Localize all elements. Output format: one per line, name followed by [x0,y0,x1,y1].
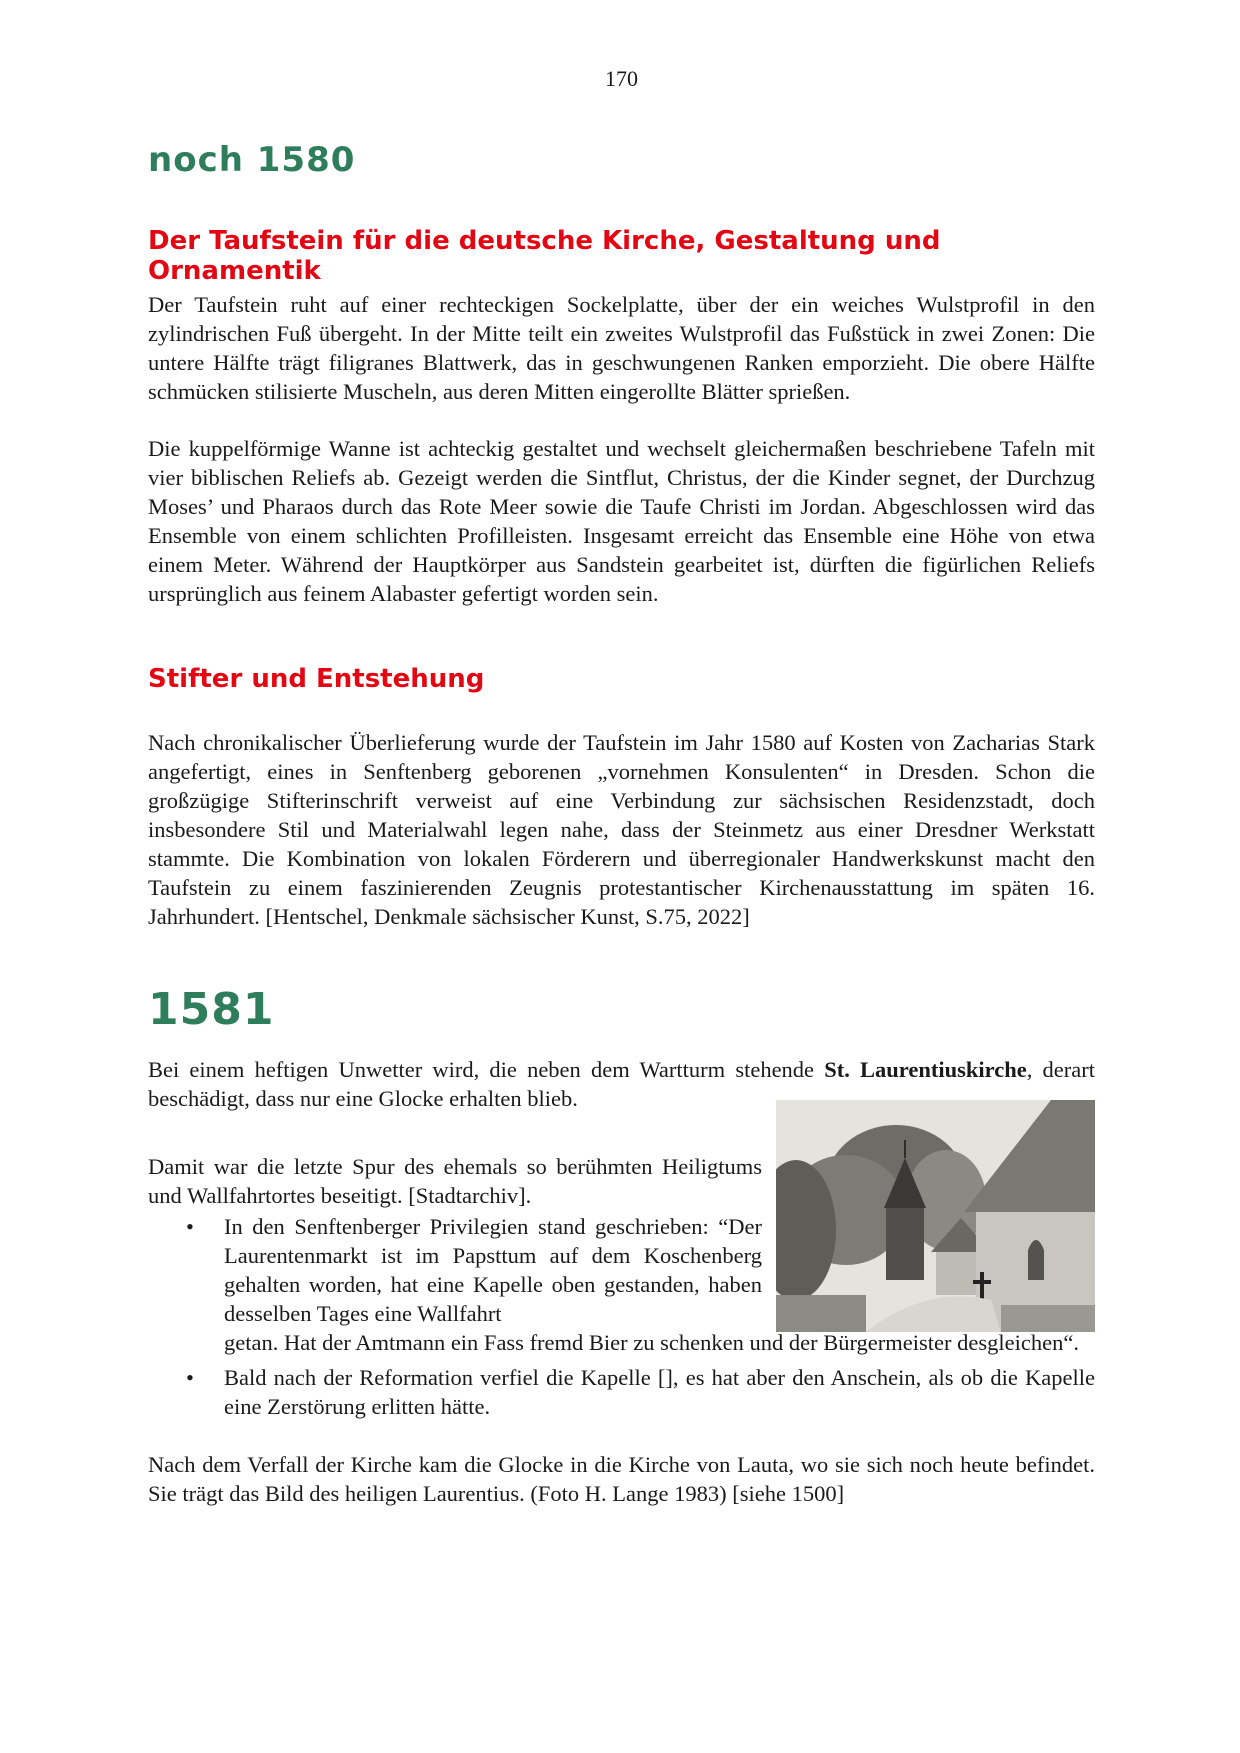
church-name: St. Laurentiuskirche [824,1057,1027,1082]
paragraph-glocke: Nach dem Verfall der Kirche kam die Glocke in die Kirche von Lauta, wo sie sich noch heute befindet. Sie trägt das Bild des heiligen Laurentius. (Foto H. Lange 1983) [siehe 1500] [148,1452,1095,1506]
paragraph-unwetter-pre: Bei einem heftigen Unwetter wird, die neben dem Wartturm stehende [148,1057,825,1082]
bullet-icon: • [186,1214,194,1239]
paragraph-sockel: Der Taufstein ruht auf einer rechteckigen Sockelplatte, über der ein weiches Wulstprofil in den zylindrischen Fuß übergeht. In der Mitte teilt ein zweites Wulstprofil das Fußstück in zwei Zonen: Die untere Hälfte trägt filigranes Blattwerk, das in geschwungenen Ranken emporzieht. Die obere Hälfte schmücken stilisierte Muscheln, aus deren Mitten eingerollte Blätter sprießen. [148,292,1095,404]
paragraph-wanne: Die kuppelförmige Wanne ist achteckig gestaltet und wechselt gleichermaßen beschriebene Tafeln mit vier biblischen Reliefs ab. Gezeigt werden die Sintflut, Christus, der die Kinder segnet, der Durchzug Moses’ und Pharaos durch das Rote Meer sowie die Taufe Christi im Jordan. Abgeschlossen wird das Ensemble von einem schlichten Profilleisten. Insgesamt erreicht das Ensemble eine Höhe von etwa einem Meter. Während der Hauptkörper aus Sandstein gearbeitet ist, dürften die figürlichen Reliefs ursprünglich aus feinem Alabaster gefertigt worden sein. [148,436,1095,606]
year-heading-1580: noch 1580 [148,140,356,180]
section-heading-stifter: Stifter und Entstehung [148,664,485,694]
paragraph-unwetter-post: , derart beschädigt, dass nur eine Glocke erhalten blieb. [148,1057,1095,1111]
paragraph-stifter: Nach chronikalischer Überlieferung wurde der Taufstein im Jahr 1580 auf Kosten von Zacharias Stark angefertigt, eines in Senftenberg geborenen „vornehmen Konsulenten“ in Dresden. Schon die großzügige Stifterinschrift verweist auf eine Verbindung zur sächsischen Residenzstadt, doch insbesondere Stil und Materialwahl legen nahe, dass der Steinmetz aus einer Dresdner Werkstatt stammte. Die Kombination von lokalen Förderern und überregionaler Handwerkskunst macht den Taufstein zu einem faszinierenden Zeugnis protestantischer Kirchenausstattung im späten 16. Jahrhundert. [Hentschel, Denkmale sächsischer Kunst, S.75, 2022] [148,730,1095,929]
list-item-text-wide: getan. Hat der Amtmann ein Fass fremd Bier zu schenken und der Bürgermeister desgleichen“. [224,1330,1079,1355]
paragraph-heiligtum: Damit war die letzte Spur des ehemals so berühmten Heiligtums und Wallfahrtortes beseitigt. [Stadtarchiv]. [148,1154,762,1208]
section-heading-taufstein: Der Taufstein für die deutsche Kirche, Gestaltung und Ornamentik [148,226,941,286]
page-number: 170 [605,66,638,91]
year-heading-1581: 1581 [148,984,275,1035]
list-item-text-narrow: In den Senftenberger Privilegien stand geschrieben: “Der Laurentenmarkt ist im Papsttum auf dem Koschenberg gehalten worden, hat eine Kapelle oben gestanden, haben desselben Tages eine Wallfahrt [224,1214,762,1326]
list-item [148,1363,1095,1421]
list-item [148,1212,1095,1357]
privilegien-list [148,1212,1095,1421]
bullet-icon: • [186,1365,194,1390]
list-item-text: Bald nach der Reformation verfiel die Kapelle [], es hat aber den Anschein, als ob die Kapelle eine Zerstörung erlitten hätte. [224,1365,1095,1419]
